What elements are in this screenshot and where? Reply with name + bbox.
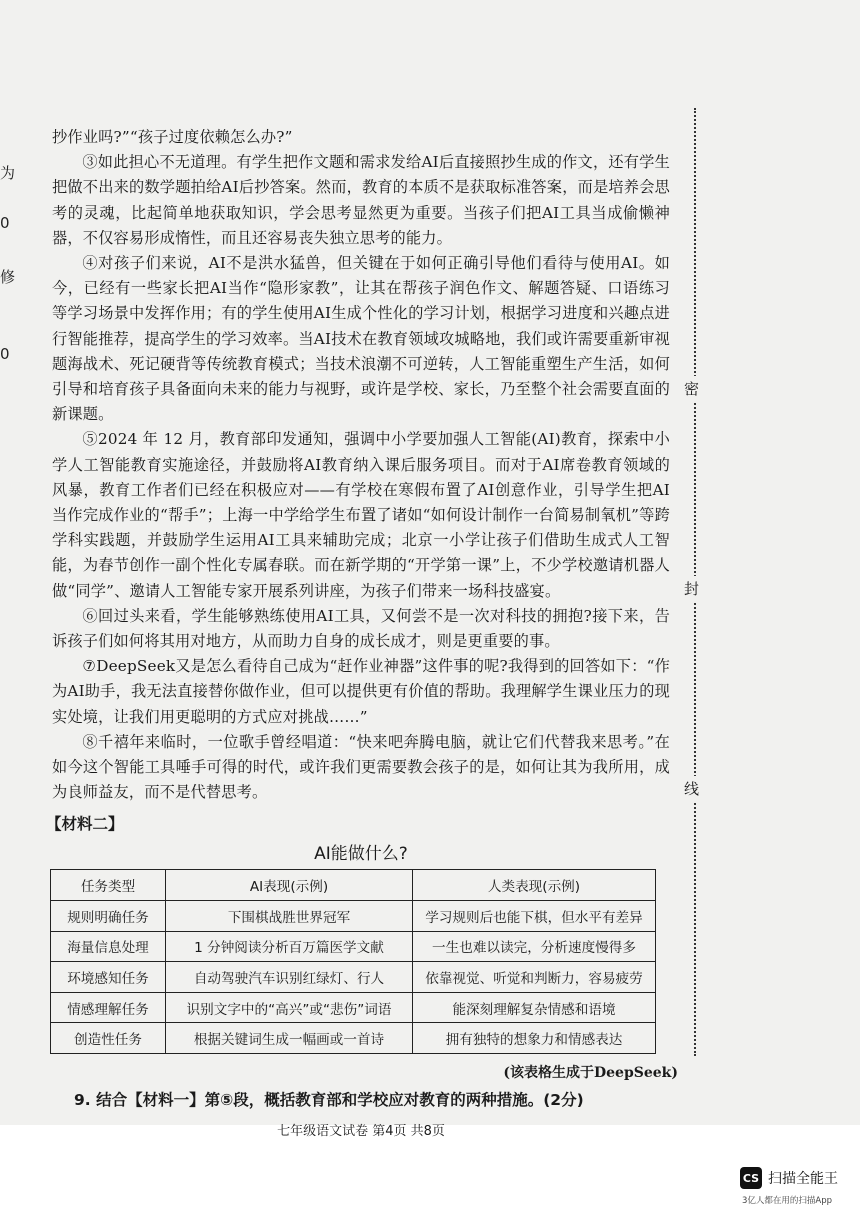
table-cell: 自动驾驶汽车识别红绿灯、行人 bbox=[166, 962, 413, 993]
table-cell: 规则明确任务 bbox=[51, 901, 166, 932]
table-row bbox=[51, 1023, 656, 1054]
table-source-note: (该表格生成于DeepSeek) bbox=[503, 1065, 678, 1082]
seal-char-mi: 密 bbox=[684, 376, 699, 401]
paragraph-8: ⑧千禧年来临时，一位歌手曾经唱道：“快来吧奔腾电脑，就让它们代替我来思考。”在如今这个智能工具唾手可得的时代，或许我们更需要教会孩子的是，如何让其为我所用，成为良师益友，而不是代替思考。 bbox=[52, 732, 670, 802]
question-9: 9. 结合【材料一】第⑤段，概括教育部和学校应对教育的两种措施。(2分) bbox=[74, 1091, 584, 1110]
paragraph-continued: 抄作业吗?”“孩子过度依赖怎么办?” bbox=[52, 128, 293, 146]
table-cell: 情感理解任务 bbox=[51, 992, 166, 1023]
table-cell: 下围棋战胜世界冠军 bbox=[166, 901, 413, 932]
brand-name: 扫描全能王 bbox=[768, 1171, 838, 1187]
camscanner-logo-icon: CS bbox=[740, 1167, 762, 1189]
table-cell: 能深刻理解复杂情感和语境 bbox=[413, 992, 656, 1023]
table-cell: 创造性任务 bbox=[51, 1023, 166, 1054]
header-human-performance: 人类表现(示例) bbox=[413, 870, 656, 901]
table-header-row bbox=[51, 870, 656, 901]
table-cell: 1 分钟阅读分析百万篇医学文献 bbox=[166, 931, 413, 962]
table-row bbox=[51, 931, 656, 962]
table-cell: 拥有独特的想象力和情感表达 bbox=[413, 1023, 656, 1054]
material-two-label: 【材料二】 bbox=[46, 814, 124, 834]
table-row bbox=[51, 962, 656, 993]
brand-tagline: 3亿人都在用的扫描App bbox=[742, 1196, 833, 1206]
paragraph-3: ③如此担心不无道理。有学生把作文题和需求发给AI后直接照抄生成的作文，还有学生把做不出来的数学题拍给AI后抄答案。然而，教育的本质不是获取标准答案，而是培养会思考的灵魂，比起简单地获取知识，学会思考显然更为重要。当孩子们把AI工具当成偷懒神器，不仅容易形成惰性，而且还容易丧失独立思考的能力。 bbox=[52, 153, 670, 247]
header-task-type: 任务类型 bbox=[51, 870, 166, 901]
table-cell: 一生也难以读完，分析速度慢得多 bbox=[413, 931, 656, 962]
edge-char-2: 0 bbox=[0, 214, 10, 232]
header-ai-performance: AI表现(示例) bbox=[166, 870, 413, 901]
table-cell: 识别文字中的“高兴”或“悲伤”词语 bbox=[166, 992, 413, 1023]
table-cell: 依靠视觉、听觉和判断力，容易疲劳 bbox=[413, 962, 656, 993]
table-cell: 学习规则后也能下棋，但水平有差异 bbox=[413, 901, 656, 932]
seal-char-xian: 线 bbox=[684, 776, 699, 801]
ai-comparison-table bbox=[50, 869, 656, 1054]
paragraph-6: ⑥回过头来看，学生能够熟练使用AI工具，又何尝不是一次对科技的拥抱?接下来，告诉孩子们如何将其用对地方，从而助力自身的成长成才，则是更重要的事。 bbox=[52, 606, 670, 651]
exam-page-content bbox=[46, 125, 678, 1140]
table-cell: 环境感知任务 bbox=[51, 962, 166, 993]
seal-char-feng: 封 bbox=[684, 576, 699, 601]
table-row bbox=[51, 901, 656, 932]
paragraph-5: ⑤2024 年 12 月，教育部印发通知，强调中小学要加强人工智能(AI)教育，探索中小学人工智能教育实施途径，并鼓励将AI教育纳入课后服务项目。而对于AI席卷教育领域的风暴，教育工作者们已经在积极应对——有学校在寒假布置了AI创意作业，引导学生把AI当作完成作业的“帮手”；上海一中学给学生布置了诸如“如何设计制作一台简易制氧机”等跨学科实践题，并鼓励学生运用AI工具来辅助完成；北京一小学让孩子们借助生成式人工智能，为春节创作一副个性化专属春联。而在新学期的“开学第一课”上，不少学校邀请机器人做“同学”、邀请人工智能专家开展系列讲座，为孩子们带来一场科技盛宴。 bbox=[52, 430, 670, 600]
table-cell: 海量信息处理 bbox=[51, 931, 166, 962]
table-row bbox=[51, 992, 656, 1023]
scanner-watermark bbox=[740, 1167, 838, 1189]
paragraph-7: ⑦DeepSeek又是怎么看待自己成为“赶作业神器”这件事的呢?我得到的回答如下：“作为AI助手，我无法直接替你做作业，但可以提供更有价值的帮助。我理解学生课业压力的现实处境，让我们用更聪明的方式应对挑战……” bbox=[52, 657, 670, 726]
table-cell: 根据关键词生成一幅画或一首诗 bbox=[166, 1023, 413, 1054]
paragraph-4: ④对孩子们来说，AI不是洪水猛兽，但关键在于如何正确引导他们看待与使用AI。如今，已经有一些家长把AI当作“隐形家教”，让其在帮孩子润色作文、解题答疑、口语练习等学习场景中发挥作用；有的学生使用AI生成个性化的学习计划，根据学习进度和兴趣点进行智能推荐，提高学生的学习效率。当AI技术在教育领域攻城略地，我们或许需要重新审视题海战术、死记硬背等传统教育模式；当技术浪潮不可逆转，人工智能重塑生产生活，如何引导和培育孩子具备面向未来的能力与视野，或许是学校、家长，乃至整个社会需要直面的新课题。 bbox=[52, 254, 670, 424]
page-footer: 七年级语文试卷 第4页 共8页 bbox=[277, 1124, 445, 1140]
edge-char-4: 0 bbox=[0, 345, 10, 363]
table-title: AI能做什么? bbox=[314, 844, 408, 865]
edge-char-3: 修 bbox=[0, 268, 16, 286]
edge-char-1: 为 bbox=[0, 164, 16, 182]
